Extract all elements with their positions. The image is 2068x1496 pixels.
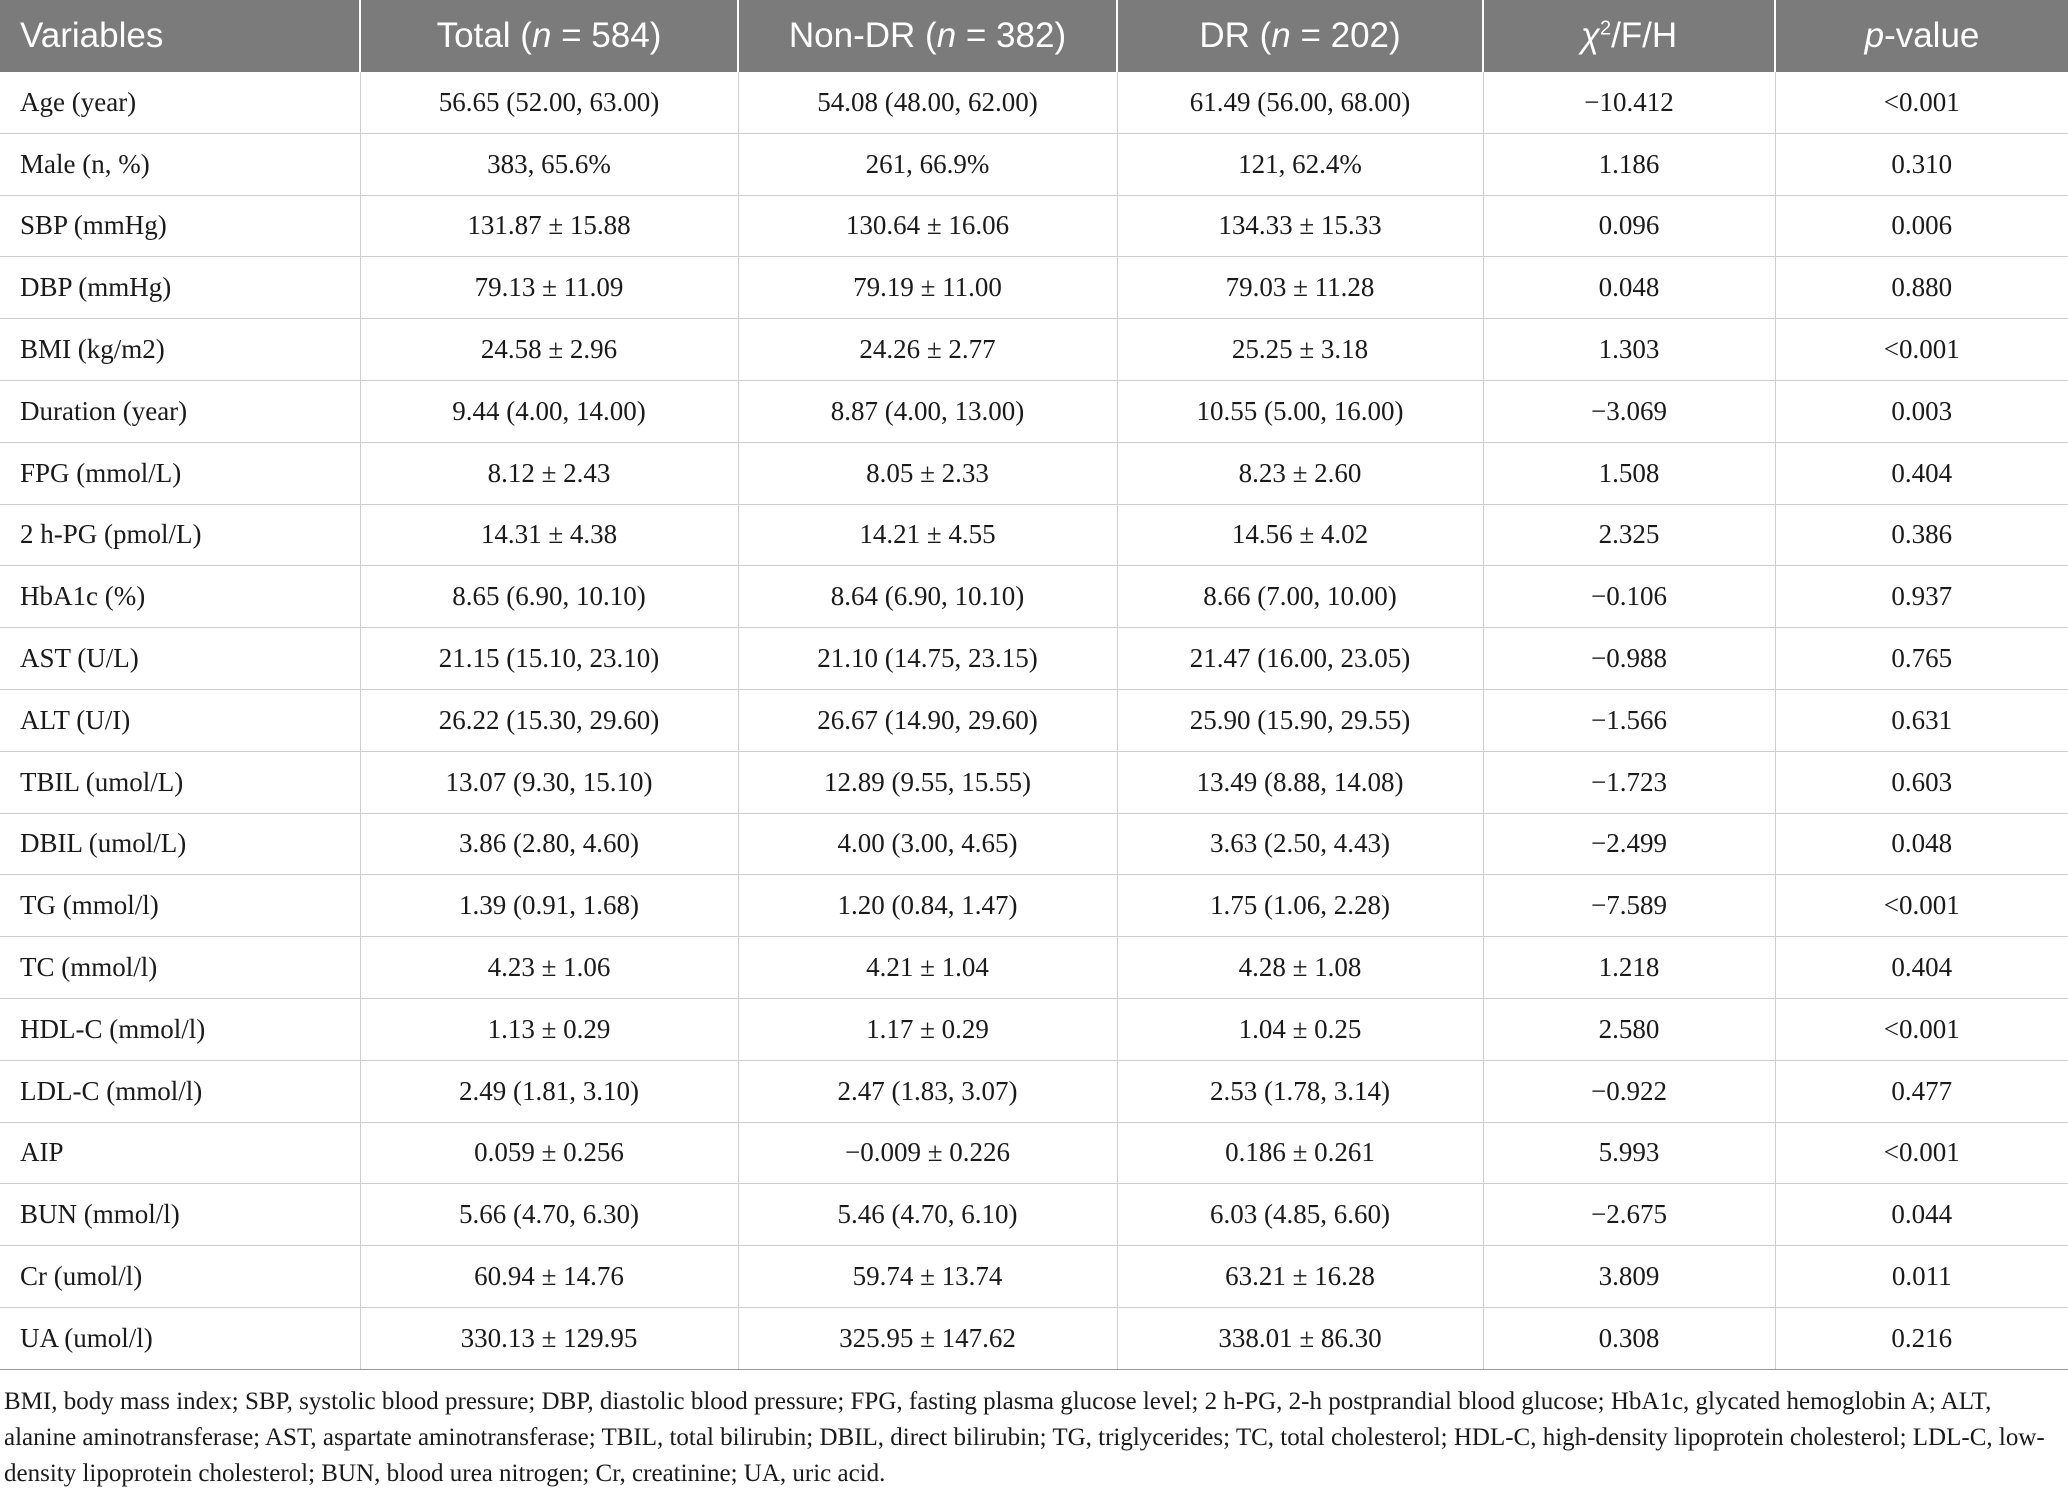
cell-dr: 0.186 ± 0.261 <box>1117 1122 1483 1184</box>
cell-non-dr: 1.17 ± 0.29 <box>738 998 1117 1060</box>
cell-non-dr: 12.89 (9.55, 15.55) <box>738 751 1117 813</box>
cell-dr: 13.49 (8.88, 14.08) <box>1117 751 1483 813</box>
cell-p-value: 0.006 <box>1775 195 2068 257</box>
cell-total: 330.13 ± 129.95 <box>360 1307 738 1369</box>
cell-test-statistic: 1.186 <box>1483 133 1775 195</box>
cell-non-dr: 24.26 ± 2.77 <box>738 319 1117 381</box>
cell-non-dr: −0.009 ± 0.226 <box>738 1122 1117 1184</box>
cell-p-value: <0.001 <box>1775 998 2068 1060</box>
table-row <box>0 937 2068 999</box>
cell-dr: 61.49 (56.00, 68.00) <box>1117 72 1483 133</box>
cell-total: 383, 65.6% <box>360 133 738 195</box>
cell-dr: 121, 62.4% <box>1117 133 1483 195</box>
cell-total: 14.31 ± 4.38 <box>360 504 738 566</box>
cell-p-value: 0.477 <box>1775 1060 2068 1122</box>
cell-variable: TC (mmol/l) <box>0 937 360 999</box>
cell-p-value: <0.001 <box>1775 1122 2068 1184</box>
cell-p-value: 0.216 <box>1775 1307 2068 1369</box>
header-dr: DR (n = 202) <box>1117 0 1483 72</box>
cell-non-dr: 261, 66.9% <box>738 133 1117 195</box>
table-body <box>0 72 2068 1369</box>
cell-non-dr: 14.21 ± 4.55 <box>738 504 1117 566</box>
cell-dr: 79.03 ± 11.28 <box>1117 257 1483 319</box>
table-row <box>0 875 2068 937</box>
table-row <box>0 1184 2068 1246</box>
table-row <box>0 319 2068 381</box>
header-total: Total (n = 584) <box>360 0 738 72</box>
cell-test-statistic: −7.589 <box>1483 875 1775 937</box>
cell-non-dr: 8.05 ± 2.33 <box>738 442 1117 504</box>
cell-variable: HbA1c (%) <box>0 566 360 628</box>
cell-test-statistic: 0.308 <box>1483 1307 1775 1369</box>
cell-p-value: 0.048 <box>1775 813 2068 875</box>
cell-variable: TG (mmol/l) <box>0 875 360 937</box>
cell-p-value: 0.404 <box>1775 937 2068 999</box>
cell-total: 5.66 (4.70, 6.30) <box>360 1184 738 1246</box>
cell-non-dr: 5.46 (4.70, 6.10) <box>738 1184 1117 1246</box>
cell-non-dr: 21.10 (14.75, 23.15) <box>738 628 1117 690</box>
cell-non-dr: 8.87 (4.00, 13.00) <box>738 380 1117 442</box>
cell-p-value: 0.011 <box>1775 1246 2068 1308</box>
cell-dr: 14.56 ± 4.02 <box>1117 504 1483 566</box>
table-row <box>0 442 2068 504</box>
cell-variable: BMI (kg/m2) <box>0 319 360 381</box>
table-row <box>0 1060 2068 1122</box>
cell-p-value: 0.310 <box>1775 133 2068 195</box>
cell-non-dr: 2.47 (1.83, 3.07) <box>738 1060 1117 1122</box>
cell-test-statistic: −0.988 <box>1483 628 1775 690</box>
table-row <box>0 72 2068 133</box>
cell-non-dr: 130.64 ± 16.06 <box>738 195 1117 257</box>
cell-total: 60.94 ± 14.76 <box>360 1246 738 1308</box>
cell-test-statistic: 0.048 <box>1483 257 1775 319</box>
cell-test-statistic: −10.412 <box>1483 72 1775 133</box>
cell-p-value: 0.765 <box>1775 628 2068 690</box>
cell-non-dr: 325.95 ± 147.62 <box>738 1307 1117 1369</box>
cell-variable: HDL-C (mmol/l) <box>0 998 360 1060</box>
header-non-dr: Non-DR (n = 382) <box>738 0 1117 72</box>
cell-p-value: 0.880 <box>1775 257 2068 319</box>
cell-variable: LDL-C (mmol/l) <box>0 1060 360 1122</box>
cell-p-value: <0.001 <box>1775 72 2068 133</box>
cell-variable: UA (umol/l) <box>0 1307 360 1369</box>
cell-total: 0.059 ± 0.256 <box>360 1122 738 1184</box>
cell-non-dr: 26.67 (14.90, 29.60) <box>738 689 1117 751</box>
cell-test-statistic: 2.580 <box>1483 998 1775 1060</box>
table-row <box>0 1307 2068 1369</box>
table-row <box>0 257 2068 319</box>
cell-test-statistic: −2.499 <box>1483 813 1775 875</box>
table-row <box>0 195 2068 257</box>
cell-p-value: <0.001 <box>1775 875 2068 937</box>
cell-variable: Cr (umol/l) <box>0 1246 360 1308</box>
cell-variable: SBP (mmHg) <box>0 195 360 257</box>
cell-total: 131.87 ± 15.88 <box>360 195 738 257</box>
cell-p-value: 0.631 <box>1775 689 2068 751</box>
header-test-statistic: $\chi^2/F/H$ <box>1483 0 1775 72</box>
cell-p-value: <0.001 <box>1775 319 2068 381</box>
cell-variable: Male (n, %) <box>0 133 360 195</box>
cell-dr: 6.03 (4.85, 6.60) <box>1117 1184 1483 1246</box>
cell-variable: ALT (U/I) <box>0 689 360 751</box>
cell-non-dr: 4.21 ± 1.04 <box>738 937 1117 999</box>
cell-variable: DBP (mmHg) <box>0 257 360 319</box>
cell-test-statistic: 0.096 <box>1483 195 1775 257</box>
cell-test-statistic: −0.106 <box>1483 566 1775 628</box>
cell-total: 4.23 ± 1.06 <box>360 937 738 999</box>
table-row <box>0 504 2068 566</box>
table-row <box>0 751 2068 813</box>
cell-variable: 2 h-PG (pmol/L) <box>0 504 360 566</box>
cell-dr: 2.53 (1.78, 3.14) <box>1117 1060 1483 1122</box>
cell-p-value: 0.003 <box>1775 380 2068 442</box>
header-row <box>0 0 2068 72</box>
cell-test-statistic: 1.508 <box>1483 442 1775 504</box>
cell-dr: 1.04 ± 0.25 <box>1117 998 1483 1060</box>
cell-variable: DBIL (umol/L) <box>0 813 360 875</box>
cell-dr: 1.75 (1.06, 2.28) <box>1117 875 1483 937</box>
cell-non-dr: 1.20 (0.84, 1.47) <box>738 875 1117 937</box>
table-row <box>0 133 2068 195</box>
cell-test-statistic: −0.922 <box>1483 1060 1775 1122</box>
cell-variable: Duration (year) <box>0 380 360 442</box>
cell-dr: 10.55 (5.00, 16.00) <box>1117 380 1483 442</box>
cell-dr: 338.01 ± 86.30 <box>1117 1307 1483 1369</box>
cell-test-statistic: −3.069 <box>1483 380 1775 442</box>
cell-total: 24.58 ± 2.96 <box>360 319 738 381</box>
cell-non-dr: 4.00 (3.00, 4.65) <box>738 813 1117 875</box>
cell-dr: 3.63 (2.50, 4.43) <box>1117 813 1483 875</box>
cell-variable: AIP <box>0 1122 360 1184</box>
table-row <box>0 628 2068 690</box>
cell-test-statistic: 1.218 <box>1483 937 1775 999</box>
header-variables: Variables <box>0 0 360 72</box>
cell-test-statistic: 1.303 <box>1483 319 1775 381</box>
cell-test-statistic: −1.566 <box>1483 689 1775 751</box>
cell-p-value: 0.404 <box>1775 442 2068 504</box>
cell-test-statistic: 3.809 <box>1483 1246 1775 1308</box>
cell-total: 8.12 ± 2.43 <box>360 442 738 504</box>
cell-test-statistic: −1.723 <box>1483 751 1775 813</box>
cell-test-statistic: 5.993 <box>1483 1122 1775 1184</box>
cell-dr: 8.23 ± 2.60 <box>1117 442 1483 504</box>
cell-variable: FPG (mmol/L) <box>0 442 360 504</box>
cell-p-value: 0.044 <box>1775 1184 2068 1246</box>
table-row <box>0 1246 2068 1308</box>
cell-variable: BUN (mmol/l) <box>0 1184 360 1246</box>
cell-non-dr: 8.64 (6.90, 10.10) <box>738 566 1117 628</box>
cell-total: 9.44 (4.00, 14.00) <box>360 380 738 442</box>
cell-dr: 134.33 ± 15.33 <box>1117 195 1483 257</box>
cell-variable: TBIL (umol/L) <box>0 751 360 813</box>
header-p-value: p-value <box>1775 0 2068 72</box>
cell-variable: AST (U/L) <box>0 628 360 690</box>
table-row <box>0 813 2068 875</box>
cell-dr: 25.25 ± 3.18 <box>1117 319 1483 381</box>
cell-non-dr: 54.08 (48.00, 62.00) <box>738 72 1117 133</box>
cell-non-dr: 59.74 ± 13.74 <box>738 1246 1117 1308</box>
cell-p-value: 0.603 <box>1775 751 2068 813</box>
cell-total: 26.22 (15.30, 29.60) <box>360 689 738 751</box>
table-row <box>0 998 2068 1060</box>
cell-test-statistic: 2.325 <box>1483 504 1775 566</box>
cell-p-value: 0.937 <box>1775 566 2068 628</box>
cell-total: 56.65 (52.00, 63.00) <box>360 72 738 133</box>
table-footnote: BMI, body mass index; SBP, systolic blood pressure; DBP, diastolic blood pressure; FPG, fasting plasma glucose level; 2 h-PG, 2-h postprandial blood glucose; HbA1c, glycated hemoglobin A; ALT, alanine aminotransferase; AST, aspartate aminotransferase; TBIL, total bilirubin; DBIL, direct bilirubin; TG, triglycerides; TC, total cholesterol; HDL-C, high-density lipoprotein cholesterol; LDL-C, low-density lipoprotein cholesterol; BUN, blood urea nitrogen; Cr, creatinine; UA, uric acid. <box>4 1387 2045 1487</box>
cell-total: 79.13 ± 11.09 <box>360 257 738 319</box>
cell-total: 13.07 (9.30, 15.10) <box>360 751 738 813</box>
cell-total: 3.86 (2.80, 4.60) <box>360 813 738 875</box>
cell-total: 21.15 (15.10, 23.10) <box>360 628 738 690</box>
table-row <box>0 380 2068 442</box>
table-row <box>0 1122 2068 1184</box>
cell-total: 1.39 (0.91, 1.68) <box>360 875 738 937</box>
cell-dr: 21.47 (16.00, 23.05) <box>1117 628 1483 690</box>
table-row <box>0 689 2068 751</box>
cell-total: 8.65 (6.90, 10.10) <box>360 566 738 628</box>
cell-test-statistic: −2.675 <box>1483 1184 1775 1246</box>
cell-dr: 25.90 (15.90, 29.55) <box>1117 689 1483 751</box>
cell-dr: 4.28 ± 1.08 <box>1117 937 1483 999</box>
cell-dr: 8.66 (7.00, 10.00) <box>1117 566 1483 628</box>
cell-total: 2.49 (1.81, 3.10) <box>360 1060 738 1122</box>
cell-dr: 63.21 ± 16.28 <box>1117 1246 1483 1308</box>
cell-p-value: 0.386 <box>1775 504 2068 566</box>
cell-variable: Age (year) <box>0 72 360 133</box>
table-row <box>0 566 2068 628</box>
cell-non-dr: 79.19 ± 11.00 <box>738 257 1117 319</box>
cell-total: 1.13 ± 0.29 <box>360 998 738 1060</box>
